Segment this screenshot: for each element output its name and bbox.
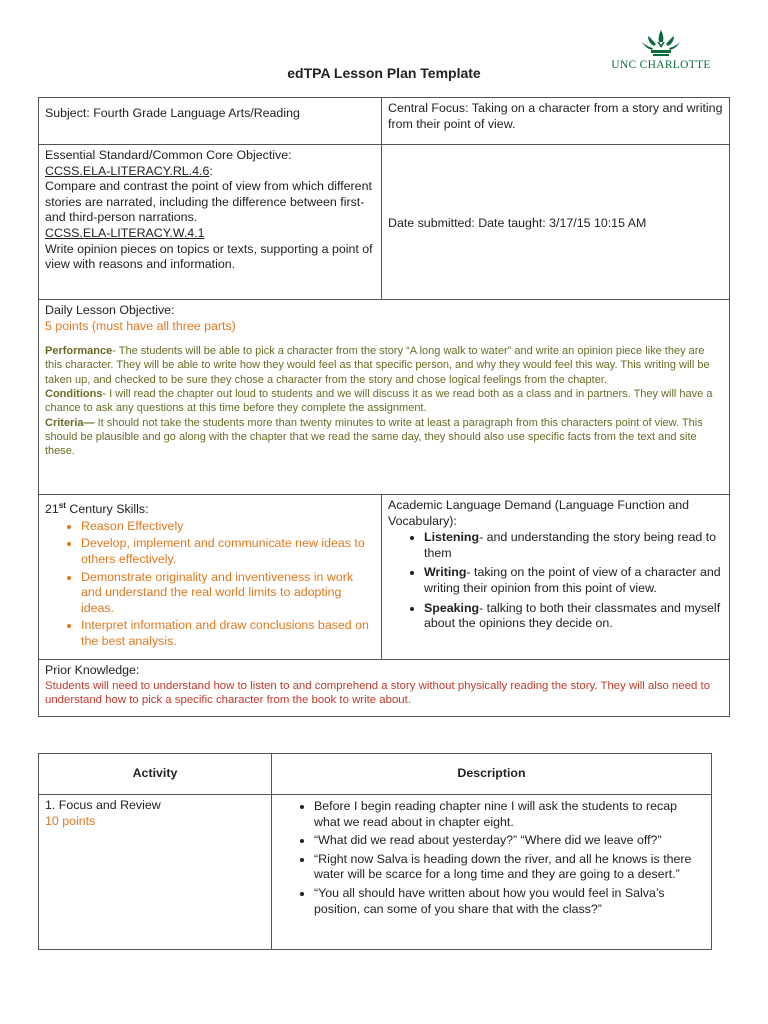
academic-language-cell xyxy=(382,495,730,660)
standard-1-line xyxy=(45,164,375,180)
criteria-text: Criteria— It should not take the students more than twenty minutes to write at least a paragraph from this characters point of view. This should be plausible and go along with the chapter that we read the same day, they should also use specific facts from the text and site these. xyxy=(45,416,703,458)
activity-cell xyxy=(39,795,272,950)
prior-knowledge-cell xyxy=(39,660,730,717)
lesson-plan-table xyxy=(38,97,730,717)
criteria-label: Criteria— xyxy=(45,416,95,429)
skill-item: • Reason Effectively xyxy=(81,519,375,535)
subject-row xyxy=(39,98,730,145)
description-item: • “Right now Salva is heading down the river, and all he knows is there water will be scarce for a long time and they are going to a desert.” xyxy=(314,852,705,883)
activity-header-row xyxy=(39,754,712,795)
subject-cell xyxy=(39,98,382,145)
standard-2-text: Write opinion pieces on topics or texts, supporting a point of view with reasons and information. xyxy=(45,241,373,272)
page-title: edTPA Lesson Plan Template xyxy=(287,65,481,81)
date-cell xyxy=(382,145,730,300)
standard-label: Essential Standard/Common Core Objective: xyxy=(45,148,292,162)
skills-label: 21st Century Skills: xyxy=(45,501,149,517)
activity-header: Activity xyxy=(39,754,272,795)
standard-1-text: Compare and contrast the point of view from which different stories are narrated, including the difference between first- and third-person narrations. xyxy=(45,179,372,225)
academic-item-speaking: • Speaking- talking to both their classmates and myself about the opinions they decide on. xyxy=(424,601,723,632)
logo-text: UNC CHARLOTTE xyxy=(611,59,711,71)
activity-table xyxy=(38,753,712,950)
skills-list xyxy=(45,519,375,650)
central-focus-cell: Central Focus: Taking on a character from a story and writing from their point of view. xyxy=(382,98,730,145)
date-text: Date submitted: Date taught: 3/17/15 10:15 AM xyxy=(388,216,647,231)
skill-item: • Develop, implement and communicate new ideas to others effectively. xyxy=(81,536,375,567)
prior-knowledge-text: Students will need to understand how to listen to and comprehend a story without physically reading the story. They will also need to understand how to pick a specific character from the book to write about. xyxy=(45,679,711,707)
daily-objective-row xyxy=(39,300,730,495)
daily-objective-points: 5 points (must have all three parts) xyxy=(45,318,236,333)
academic-item-writing: • Writing- taking on the point of view of a character and writing their opinion from this point of view. xyxy=(424,565,723,596)
standard-row xyxy=(39,145,730,300)
academic-item-listening: • Listening- and understanding the story being read to them xyxy=(424,530,723,561)
daily-objective-cell xyxy=(39,300,730,495)
description-header: Description xyxy=(272,754,712,795)
academic-language-list xyxy=(388,530,723,632)
unc-charlotte-logo xyxy=(606,28,716,80)
prior-knowledge-row xyxy=(39,660,730,717)
skill-item: • Demonstrate originality and inventiveness in work and understand the real world limits to adopting ideas. xyxy=(81,570,375,617)
academic-language-label: Academic Language Demand (Language Function and Vocabulary): xyxy=(388,498,690,528)
description-list xyxy=(278,799,705,917)
skills-row xyxy=(39,495,730,660)
prior-knowledge-label: Prior Knowledge: xyxy=(45,663,140,677)
description-item: • “What did we read about yesterday?” “Where did we leave off?” xyxy=(314,833,705,849)
performance-label: Performance xyxy=(45,345,113,358)
performance-text: Performance- The students will be able to pick a character from the story “A long walk to water” and write an opinion piece like they are this character. They will be able to write how they would feel as that specific person, and why they would feel this way. This writing will be taken up, and checked to be sure they chose a character from the story and chose logical feelings from the chapter. xyxy=(45,345,710,386)
crown-icon xyxy=(639,28,683,58)
standard-1-colon: : xyxy=(209,163,213,178)
standard-cell xyxy=(39,145,382,300)
activity-points: 10 points xyxy=(45,813,96,828)
activity-row xyxy=(39,795,712,950)
standard-2-code-link[interactable]: CCSS.ELA-LITERACY.W.4.1 xyxy=(45,225,205,240)
description-item: • Before I begin reading chapter nine I will ask the students to recap what we read about in chapter eight. xyxy=(314,799,705,830)
conditions-label: Conditions xyxy=(45,388,103,401)
description-cell xyxy=(272,795,712,950)
activity-title: 1. Focus and Review xyxy=(45,798,161,812)
daily-objective-label: Daily Lesson Objective: xyxy=(45,303,175,317)
skill-item: • Interpret information and draw conclusions based on the best analysis. xyxy=(81,618,375,649)
conditions-text: Conditions- I will read the chapter out loud to students and we will discuss it as we read both as a class and in partners. They will have a chance to ask any questions at this time before they complete the assignment. xyxy=(45,388,713,415)
standard-1-code-link[interactable]: CCSS.ELA-LITERACY.RL.4.6 xyxy=(45,163,210,178)
description-item: • “You all should have written about how you would feel in Salva’s position, can some of you share that with the class?” xyxy=(314,886,705,917)
skills-cell xyxy=(39,495,382,660)
subject-text: Subject: Fourth Grade Language Arts/Reading xyxy=(45,106,300,120)
